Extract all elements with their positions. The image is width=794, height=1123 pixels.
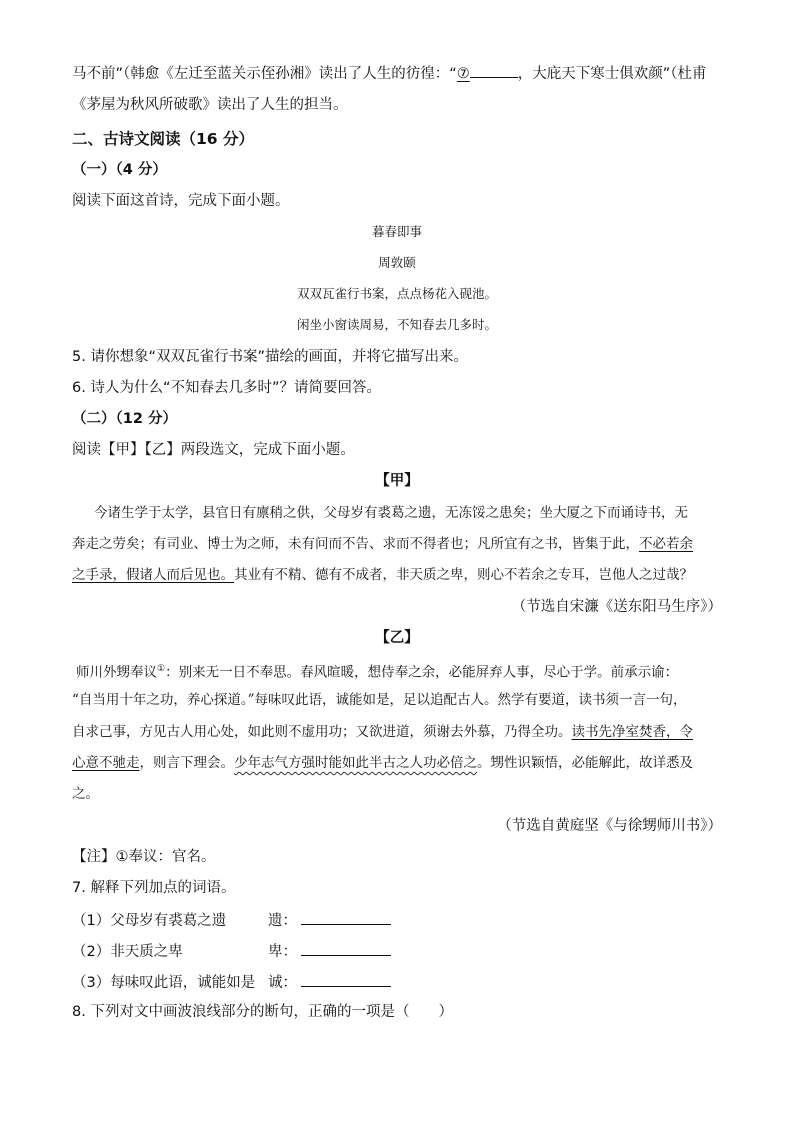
- answer-blank-2[interactable]: [301, 940, 391, 956]
- yi-wavy-underlined: 少年志气方强时能如此半古之人功必倍之: [234, 755, 477, 771]
- poem-title: 暮春即事: [371, 224, 422, 239]
- yi-line-1-text-a: 师川外甥奉议: [76, 664, 157, 681]
- section-title: 二、古诗文阅读（16 分）: [72, 130, 254, 148]
- footnote-marker: ①: [157, 664, 166, 674]
- yi-line-4-text-b: 。甥性识颖悟，必能解此，故详悉及: [477, 755, 693, 771]
- q7-item-2-text: （2）非天质之卑: [72, 944, 183, 960]
- yi-line-5: 之。: [72, 786, 99, 802]
- yi-line-1-text-b: ：别来无一日不奉思。春风暄暖，想侍奉之余，必能屏弃人事，尽心于学。前承示谕：: [165, 664, 679, 681]
- answer-blank-1[interactable]: [301, 909, 391, 925]
- jia-label: 【甲】: [375, 473, 419, 489]
- q7-item-2: [72, 940, 391, 962]
- jia-line-3-text: 其业有不精、德有不成者，非天质之卑，则心不若余之专耳，岂他人之过哉？: [234, 567, 693, 583]
- yi-line-3-text: 自求己事，方见古人用心处，如此则不虚用功；又欲进道，须谢去外慕，乃得全功。: [72, 724, 572, 740]
- yi-line-2: “自当用十年之功，养心探道。”每味叹此语，诚能如是，足以追配古人。然学有要道，读书须一言一句，: [72, 692, 687, 708]
- q7-item-1: [72, 909, 391, 931]
- intro-line-1: [72, 62, 707, 84]
- jia-source: （节选自宋濂《送东阳马生序》）: [511, 599, 722, 615]
- footnote: 【注】①奉议：官名。: [72, 849, 216, 865]
- part2-title: （二）（12 分）: [72, 411, 177, 427]
- yi-line-4-text-a: ，则言下理会。: [139, 755, 234, 771]
- yi-label: 【乙】: [375, 630, 419, 646]
- jia-line-2: [72, 534, 693, 554]
- q7-item-1-key: 遗：: [268, 913, 297, 929]
- jia-underlined-2: 之手录，假诸人而后见也。: [72, 567, 234, 583]
- poem-line-1: 双双瓦雀行书案，点点杨花入砚池。: [296, 286, 497, 301]
- blank-number: ⑦: [456, 66, 470, 82]
- jia-line-3: [72, 565, 693, 585]
- yi-line-1: [76, 659, 678, 683]
- intro-text-b: ，大庇天下寒士俱欢颜”（杜甫: [517, 66, 707, 82]
- intro-line-2: 《茅屋为秋风所破歌》读出了人生的担当。: [72, 97, 348, 113]
- answer-blank-3[interactable]: [301, 971, 391, 987]
- yi-underlined-2: 心意不驰走: [72, 755, 140, 771]
- q7-item-3-text: （3）每味叹此语，诚能如是: [72, 975, 256, 991]
- part1-instruction: 阅读下面这首诗，完成下面小题。: [72, 193, 290, 209]
- q7-item-2-key: 卑：: [268, 944, 297, 960]
- q7-item-1-text: （1）父母岁有裘葛之遗: [72, 913, 227, 929]
- poem-line-2: 闲坐小窗读周易，不知春去几多时。: [296, 317, 497, 332]
- fill-blank-7[interactable]: [470, 62, 518, 78]
- jia-line-1: 今诸生学于太学，县官日有廪稍之供，父母岁有裘葛之遗，无冻馁之患矣；坐大厦之下而诵诗书，无: [94, 505, 688, 521]
- yi-underlined-1: 读书先净室焚香，令: [571, 724, 693, 740]
- question-7: 7. 解释下列加点的词语。: [72, 880, 236, 896]
- part1-title: （一）（4 分）: [72, 162, 167, 178]
- yi-line-3: [72, 722, 693, 742]
- q7-item-3: [72, 971, 391, 993]
- intro-text-a: 马不前”（韩愈《左迁至蓝关示侄孙湘》读出了人生的彷徨：“: [72, 66, 457, 82]
- q7-item-3-key: 诚：: [268, 975, 297, 991]
- yi-source: （节选自黄庭坚《与徐甥师川书》）: [497, 818, 722, 834]
- question-6: 6. 诗人为什么“不知春去几多时”？请简要回答。: [72, 380, 381, 396]
- part2-instruction: 阅读【甲】【乙】两段选文，完成下面小题。: [72, 442, 355, 458]
- question-8: 8. 下列对文中画波浪线部分的断句，正确的一项是（ ）: [72, 1004, 453, 1020]
- jia-line-2-text: 奔走之劳矣；有司业、博士为之师，未有问而不告、求而不得者也；凡所宜有之书，皆集于此，: [72, 536, 639, 552]
- question-5: 5. 请你想象“双双瓦雀行书案”描绘的画面，并将它描写出来。: [72, 349, 468, 365]
- jia-underlined-1: 不必若余: [639, 536, 693, 552]
- poem-author: 周敦颐: [378, 255, 416, 270]
- yi-line-4: [72, 753, 693, 773]
